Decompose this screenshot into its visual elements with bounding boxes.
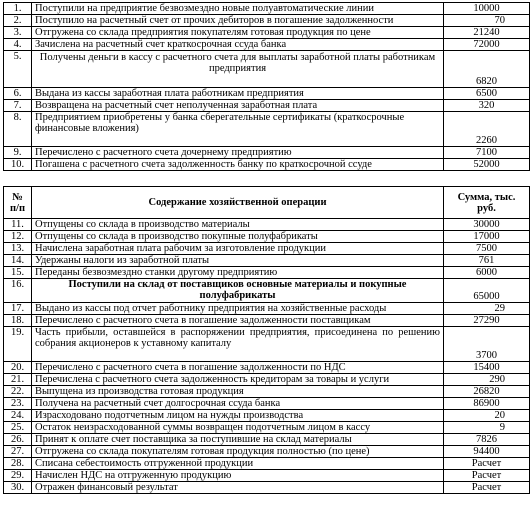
row-number: 12. <box>4 231 32 243</box>
row-description: Поступили на предприятие безвозмездно новые полуавтоматические линии <box>32 3 444 15</box>
row-amount: 26820 <box>444 386 530 398</box>
row-description: Перечислено с расчетного счета в погашение задолженности по НДС <box>32 362 444 374</box>
row-description: Начислен НДС на отгруженную продукцию <box>32 470 444 482</box>
table-row <box>4 255 530 267</box>
row-description: Погашена с расчетного счета задолженность банку по краткосрочной ссуде <box>32 159 444 171</box>
row-description: Поступило на расчетный счет от прочих дебиторов в погашение задолженности <box>32 15 444 27</box>
row-description: Списана себестоимость отгруженной продукции <box>32 458 444 470</box>
table-row <box>4 147 530 159</box>
header-description: Содержание хозяйственной операции <box>32 187 444 219</box>
row-description: Израсходовано подотчетным лицом на нужды производства <box>32 410 444 422</box>
table-row <box>4 315 530 327</box>
table-row <box>4 446 530 458</box>
row-number: 17. <box>4 303 32 315</box>
row-number: 8. <box>4 112 32 147</box>
row-number: 10. <box>4 159 32 171</box>
row-amount: 72000 <box>444 39 530 51</box>
row-amount: 2260 <box>444 112 530 147</box>
row-amount: 7826 <box>444 434 530 446</box>
row-number: 30. <box>4 482 32 494</box>
table-row <box>4 362 530 374</box>
table-row <box>4 3 530 15</box>
row-number: 15. <box>4 267 32 279</box>
row-amount: 94400 <box>444 446 530 458</box>
row-number: 1. <box>4 3 32 15</box>
row-number: 2. <box>4 15 32 27</box>
row-number: 9. <box>4 147 32 159</box>
table-row <box>4 100 530 112</box>
row-description: Поступили на склад от поставщиков основные материалы и покупные полуфабрикаты <box>32 279 444 303</box>
table-row <box>4 279 530 303</box>
row-amount: 3700 <box>444 327 530 362</box>
table-row <box>4 482 530 494</box>
row-number: 22. <box>4 386 32 398</box>
row-amount: 7100 <box>444 147 530 159</box>
row-amount: 290 <box>444 374 530 386</box>
row-description: Перечислено с расчетного счета дочернему предприятию <box>32 147 444 159</box>
table-row <box>4 243 530 255</box>
header-amount: Сумма, тыс. руб. <box>444 187 530 219</box>
row-description: Отгружена со склада предприятия покупателям готовая продукция по цене <box>32 27 444 39</box>
row-amount: 29 <box>444 303 530 315</box>
table-row <box>4 470 530 482</box>
row-number: 16. <box>4 279 32 303</box>
row-description: Предприятием приобретены у банка сберегательные сертификаты (краткосрочные финансовые вложения) <box>32 112 444 147</box>
row-description: Переданы безвозмездно станки другому предприятию <box>32 267 444 279</box>
row-amount: 52000 <box>444 159 530 171</box>
row-description: Зачислена на расчетный счет краткосрочная ссуда банка <box>32 39 444 51</box>
row-number: 4. <box>4 39 32 51</box>
row-amount: 761 <box>444 255 530 267</box>
table-row <box>4 39 530 51</box>
row-number: 27. <box>4 446 32 458</box>
row-amount: 6820 <box>444 51 530 88</box>
row-description: Удержаны налоги из заработной платы <box>32 255 444 267</box>
table-header-row <box>4 187 530 219</box>
row-amount: 9 <box>444 422 530 434</box>
table-row <box>4 458 530 470</box>
table-row <box>4 422 530 434</box>
row-description: Отпущены со склада в производство материалы <box>32 219 444 231</box>
table-row <box>4 374 530 386</box>
table-row <box>4 231 530 243</box>
row-number: 5. <box>4 51 32 88</box>
row-description: Отпущены со склада в производство покупные полуфабрикаты <box>32 231 444 243</box>
row-description: Получены деньги в кассу с расчетного счета для выплаты заработной платы работникам предприятия <box>32 51 444 88</box>
row-number: 18. <box>4 315 32 327</box>
table-row <box>4 398 530 410</box>
row-description: Перечислено с расчетного счета в погашение задолженности поставщикам <box>32 315 444 327</box>
table-row <box>4 386 530 398</box>
row-number: 7. <box>4 100 32 112</box>
table-row <box>4 27 530 39</box>
row-description: Выдана из кассы заработная плата работникам предприятия <box>32 88 444 100</box>
row-amount: 65000 <box>444 279 530 303</box>
row-number: 29. <box>4 470 32 482</box>
table-row <box>4 15 530 27</box>
row-amount: 6000 <box>444 267 530 279</box>
table-row <box>4 159 530 171</box>
row-amount: 27290 <box>444 315 530 327</box>
header-number: № п/п <box>4 187 32 219</box>
row-amount: 30000 <box>444 219 530 231</box>
row-amount: 86900 <box>444 398 530 410</box>
row-description: Отгружена со склада покупателям готовая продукция полностью (по цене) <box>32 446 444 458</box>
row-description: Получена на расчетный счет долгосрочная ссуда банка <box>32 398 444 410</box>
row-description: Остаток неизрасходованной суммы возвращен подотчетным лицом в кассу <box>32 422 444 434</box>
row-amount: 15400 <box>444 362 530 374</box>
row-amount: Расчет <box>444 458 530 470</box>
row-description: Принят к оплате счет поставщика за поступившие на склад материалы <box>32 434 444 446</box>
row-description: Выпущена из производства готовая продукция <box>32 386 444 398</box>
row-number: 20. <box>4 362 32 374</box>
table-row <box>4 88 530 100</box>
row-number: 19. <box>4 327 32 362</box>
table-row <box>4 112 530 147</box>
row-amount: Расчет <box>444 470 530 482</box>
row-description: Выдано из кассы под отчет работнику предприятия на хозяйственные расходы <box>32 303 444 315</box>
row-number: 24. <box>4 410 32 422</box>
row-description: Отражен финансовый результат <box>32 482 444 494</box>
operations-table-1 <box>3 2 530 171</box>
row-description: Возвращена на расчетный счет неполученная заработная плата <box>32 100 444 112</box>
table-row <box>4 434 530 446</box>
row-number: 3. <box>4 27 32 39</box>
row-number: 6. <box>4 88 32 100</box>
row-amount: 20 <box>444 410 530 422</box>
row-number: 25. <box>4 422 32 434</box>
table-row <box>4 327 530 362</box>
table-row <box>4 219 530 231</box>
row-number: 13. <box>4 243 32 255</box>
table-row <box>4 267 530 279</box>
row-amount: 70 <box>444 15 530 27</box>
row-amount: 10000 <box>444 3 530 15</box>
row-number: 26. <box>4 434 32 446</box>
row-amount: 17000 <box>444 231 530 243</box>
operations-table-2 <box>3 186 530 494</box>
table-row <box>4 51 530 88</box>
row-number: 28. <box>4 458 32 470</box>
row-number: 14. <box>4 255 32 267</box>
row-amount: 21240 <box>444 27 530 39</box>
row-number: 11. <box>4 219 32 231</box>
row-amount: 7500 <box>444 243 530 255</box>
row-description: Начислена заработная плата рабочим за изготовление продукции <box>32 243 444 255</box>
row-amount: Расчет <box>444 482 530 494</box>
table-row <box>4 410 530 422</box>
row-description: Перечислена с расчетного счета задолженность кредиторам за товары и услуги <box>32 374 444 386</box>
table-row <box>4 303 530 315</box>
row-number: 23. <box>4 398 32 410</box>
row-amount: 6500 <box>444 88 530 100</box>
row-amount: 320 <box>444 100 530 112</box>
row-description: Часть прибыли, оставшейся в распоряжении предприятия, присоединена по решению собрания акционеров к уставному капиталу <box>32 327 444 362</box>
row-number: 21. <box>4 374 32 386</box>
